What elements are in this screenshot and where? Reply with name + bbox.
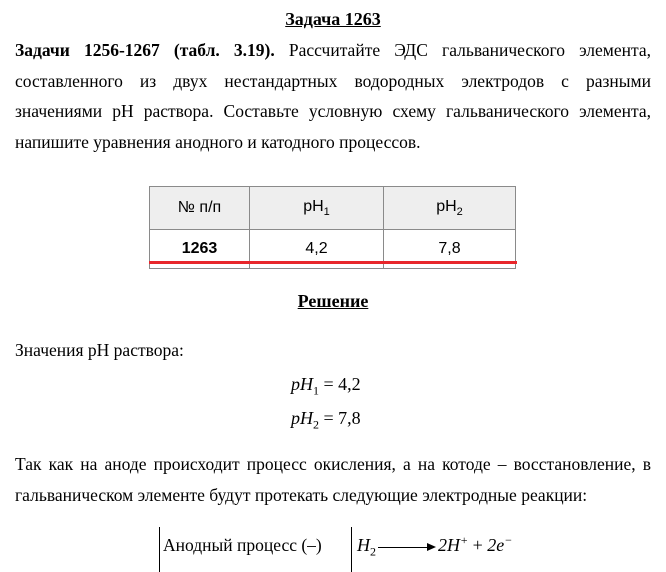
cell-number: 1263 bbox=[150, 230, 250, 269]
scheme-middle-bar bbox=[351, 527, 352, 572]
ph-heading: Значения pH раствора: bbox=[15, 340, 184, 360]
task-text: Рассчитайте ЭДС гальванического элемента, составленного из двух нестандартных водородных электродов с разными значениями pH раствора. Составьте условную схему гальванического элемента, напишите уравнения анодного и катодного процессов. bbox=[15, 40, 651, 152]
reaction-arrow-icon bbox=[378, 541, 436, 553]
task-statement bbox=[15, 35, 651, 157]
task-title: Задача 1263 bbox=[285, 9, 381, 29]
equation-ph1: $pH_1 = 4,2$ bbox=[291, 374, 361, 398]
header-number: № п/п bbox=[150, 187, 250, 230]
scheme-left-bar bbox=[159, 527, 160, 572]
header-ph2: $pH_2$ bbox=[384, 187, 516, 230]
cell-ph1: 4,2 bbox=[250, 230, 384, 269]
solution-title: Решение bbox=[297, 291, 369, 311]
header-ph1: $pH_1$ bbox=[250, 187, 384, 230]
equation-ph2: $pH_2 = 7,8$ bbox=[291, 408, 361, 432]
explanation-text: Так как на аноде происходит процесс окисления, а на котоде – восстановление, в гальваническом элементе будут протекать следующие электродные реакции: bbox=[15, 454, 651, 505]
cell-ph2: 7,8 bbox=[384, 230, 516, 269]
anode-reaction: $H_2$ 2H+ + 2e− bbox=[357, 533, 513, 559]
anode-label: Анодный процесс (–) bbox=[163, 535, 322, 555]
data-table bbox=[149, 186, 516, 269]
table-underline bbox=[149, 261, 517, 264]
table-header-row bbox=[150, 187, 516, 230]
task-reference: Задачи 1256-1267 (табл. 3.19). bbox=[15, 40, 275, 60]
